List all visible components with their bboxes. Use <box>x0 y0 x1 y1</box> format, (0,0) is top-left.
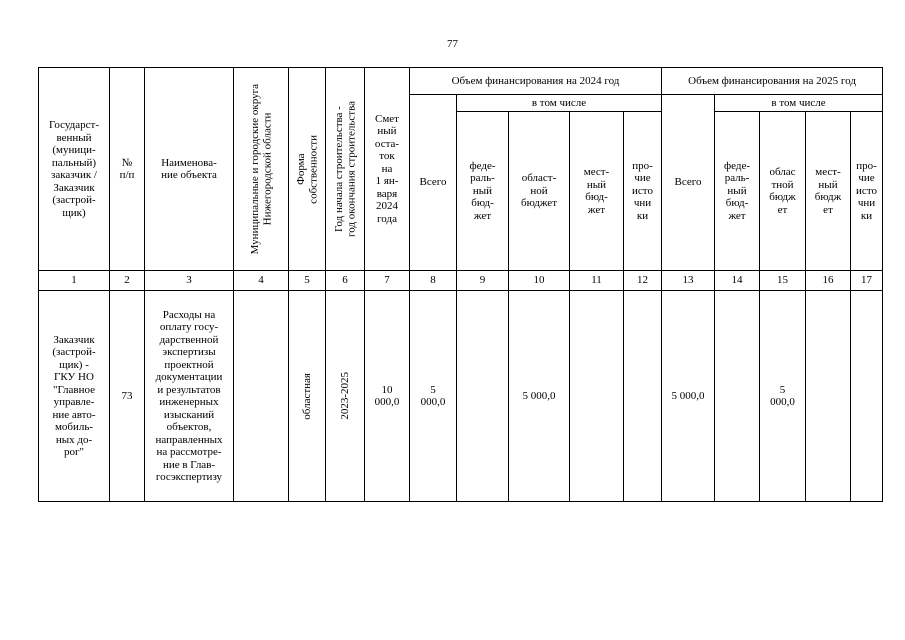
column-number: 2 <box>110 271 145 291</box>
column-number: 12 <box>624 271 662 291</box>
header-district <box>234 68 289 271</box>
column-number: 17 <box>851 271 883 291</box>
cell-total-2025: 5 000,0 <box>662 291 715 502</box>
cell-years <box>326 291 365 502</box>
header-total-2025: Всего <box>662 95 715 271</box>
column-number: 8 <box>410 271 457 291</box>
cell-customer: Заказчик (застрой- щик) - ГКУ НО "Главное управле- ние авто- мобиль- ных до- рог" <box>39 291 110 502</box>
header-oth-2025: про- чие исто чни ки <box>851 112 883 271</box>
cell-loc-2025 <box>806 291 851 502</box>
header-estimate: Смет ный оста- ток на 1 ян- варя 2024 года <box>365 68 410 271</box>
column-number: 3 <box>145 271 234 291</box>
header-oth-2024: про- чие исто чни ки <box>624 112 662 271</box>
column-number-row <box>39 271 883 291</box>
cell-total-2024: 5 000,0 <box>410 291 457 502</box>
cell-reg-2024: 5 000,0 <box>509 291 570 502</box>
column-number: 14 <box>715 271 760 291</box>
header-fed-2024: феде- раль- ный бюд- жет <box>457 112 509 271</box>
cell-district <box>234 291 289 502</box>
header-customer: Государст- венный (муници- пальный) заказчик / Заказчик (застрой- щик) <box>39 68 110 271</box>
header-num: № п/п <box>110 68 145 271</box>
column-number: 5 <box>289 271 326 291</box>
header-row-top <box>39 68 883 95</box>
cell-loc-2024 <box>570 291 624 502</box>
header-incl-2024: в том числе <box>457 95 662 112</box>
cell-num: 73 <box>110 291 145 502</box>
column-number: 9 <box>457 271 509 291</box>
cell-oth-2025 <box>851 291 883 502</box>
column-number: 1 <box>39 271 110 291</box>
header-district-text: Муниципальные и городские округа Нижегородской области <box>248 83 273 255</box>
column-number: 4 <box>234 271 289 291</box>
header-fed-2025: феде- раль- ный бюд- жет <box>715 112 760 271</box>
cell-fed-2024 <box>457 291 509 502</box>
header-incl-2025: в том числе <box>715 95 883 112</box>
column-number: 16 <box>806 271 851 291</box>
table-row <box>39 291 883 502</box>
cell-fed-2025 <box>715 291 760 502</box>
header-ownership-text: Форма собственности <box>294 134 319 204</box>
column-number: 15 <box>760 271 806 291</box>
cell-years-text: 2023-2025 <box>338 372 351 420</box>
cell-ownership <box>289 291 326 502</box>
cell-object-name: Расходы на оплату госу- дарственной экспертизы проектной документации и результатов инженерных изысканий объектов, направленных на рассмотре- ние в Глав- госэкспертизу <box>145 291 234 502</box>
financing-table <box>38 67 883 502</box>
cell-estimate: 10 000,0 <box>365 291 410 502</box>
column-number: 6 <box>326 271 365 291</box>
header-total-2024: Всего <box>410 95 457 271</box>
header-loc-2025: мест- ный бюдж ет <box>806 112 851 271</box>
header-years <box>326 68 365 271</box>
header-fin-2025: Объем финансирования на 2025 год <box>662 68 883 95</box>
cell-oth-2024 <box>624 291 662 502</box>
header-name: Наименова- ние объекта <box>145 68 234 271</box>
header-reg-2024: област- ной бюджет <box>509 112 570 271</box>
column-number: 7 <box>365 271 410 291</box>
cell-reg-2025: 5 000,0 <box>760 291 806 502</box>
header-years-text: Год начала строительства - год окончания строительства <box>332 101 357 237</box>
header-ownership <box>289 68 326 271</box>
header-fin-2024: Объем финансирования на 2024 год <box>410 68 662 95</box>
page-number: 77 <box>447 38 458 50</box>
header-loc-2024: мест- ный бюд- жет <box>570 112 624 271</box>
column-number: 11 <box>570 271 624 291</box>
header-reg-2025: облас тной бюдж ет <box>760 112 806 271</box>
cell-ownership-text: областная <box>300 372 313 420</box>
column-number: 13 <box>662 271 715 291</box>
column-number: 10 <box>509 271 570 291</box>
